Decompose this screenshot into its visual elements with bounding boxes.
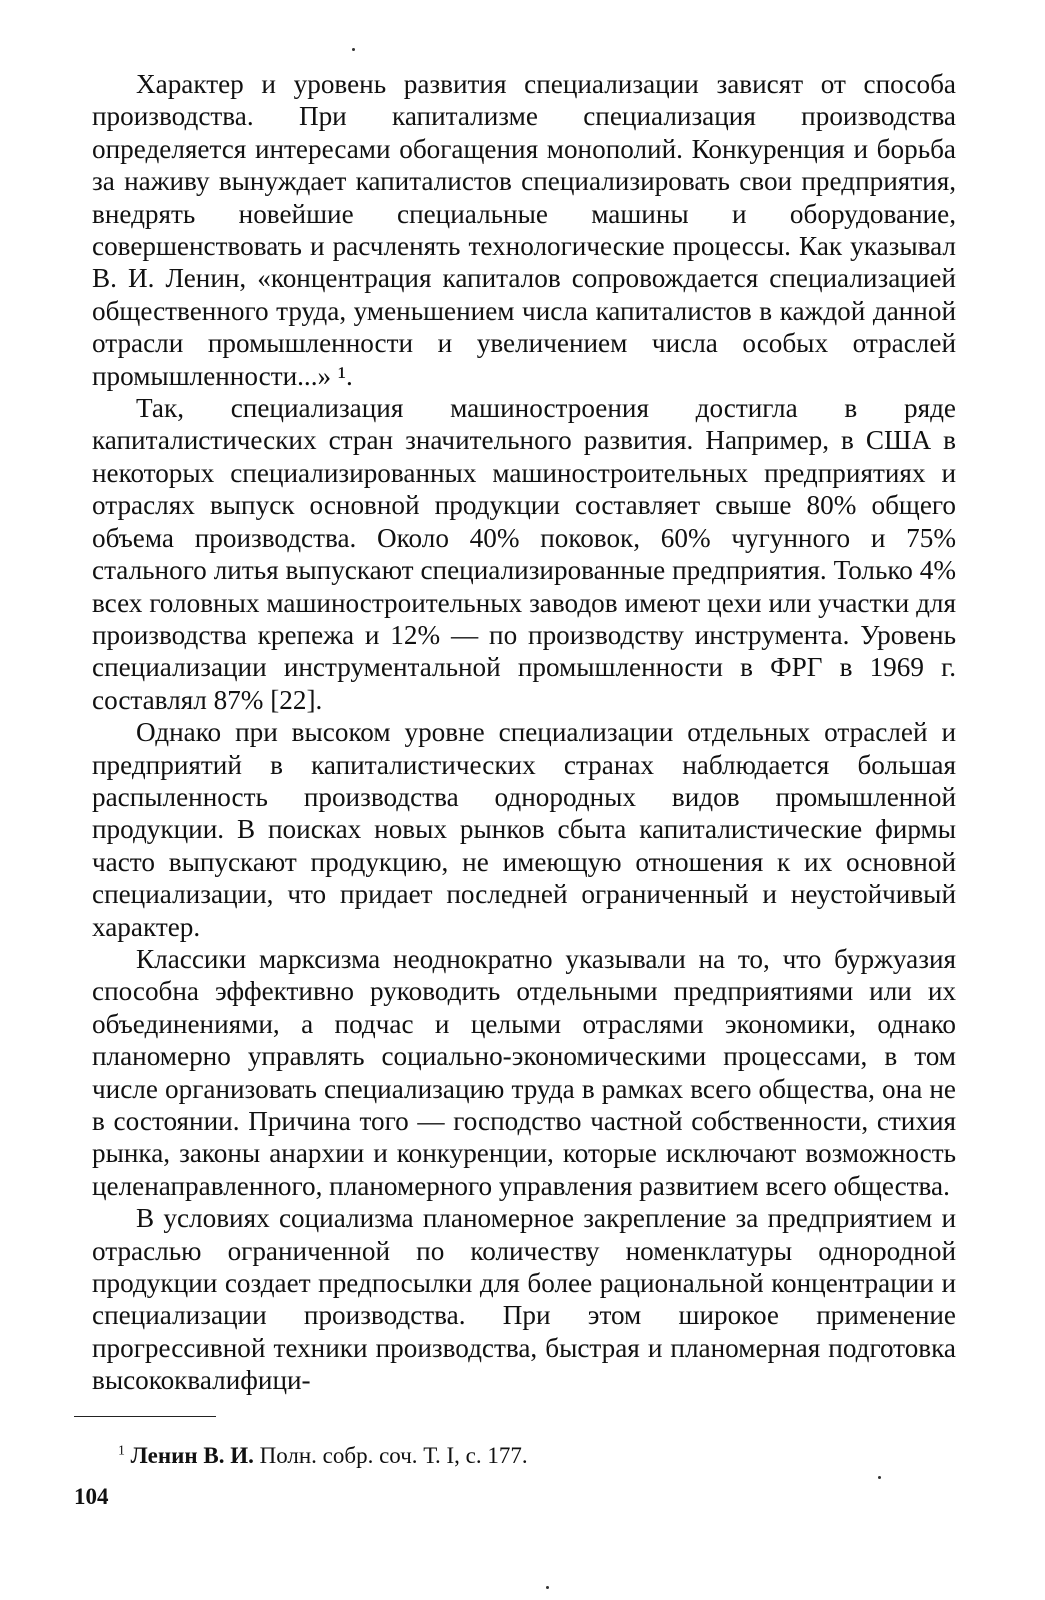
footnote-citation: Полн. собр. соч. Т. I, с. 177. — [259, 1443, 528, 1468]
paragraph-2: Так, специализация машиностроения достигла в ряде капиталистических стран значительного развития. Например, в США в некоторых специализированных машиностроительных предприятиях и отраслях выпуск основной продукции составляет свыше 80% общего объема производства. Около 40% поковок, 60% чугунного и 75% стального литья выпускают специализированные предприятия. Только 4% всех головных машиностроительных заводов имеют цехи или участки для производства крепежа и 12% — по производству инструмента. Уровень специализации инструментальной промышленности в ФРГ в 1969 г. составлял 87% [22]. — [92, 393, 956, 715]
footnote-divider — [74, 1416, 216, 1417]
footnote-marker: 1 — [118, 1442, 125, 1458]
paragraph-3: Однако при высоком уровне специализации отдельных отраслей и предприятий в капиталистических странах наблюдается большая распыленность производства однородных видов промышленной продукции. В поисках новых рынков сбыта капиталистические фирмы часто выпускают продукцию, не имеющую отношения к их основной специализации, что придает последней ограниченный и неустойчивый характер. — [92, 717, 956, 942]
page-body — [92, 68, 956, 1397]
footnote — [118, 1442, 528, 1470]
print-speck — [878, 1476, 881, 1479]
print-speck — [546, 1586, 549, 1589]
page-number: 104 — [74, 1484, 109, 1509]
paragraph-1: Характер и уровень развития специализации зависят от способа производства. При капитализме специализация производства определяется интересами обогащения монополий. Конкуренция и борьба за наживу вынуждает капиталистов специализировать свои предприятия, внедрять новейшие специальные машины и оборудование, совершенствовать и расчленять технологические процессы. Как указывал В. И. Ленин, «концентрация капиталов сопровождается специализацией общественного труда, уменьшением числа капиталистов в каждой данной отрасли промышленности и увеличением числа особых отраслей промышленности...» ¹. — [92, 69, 956, 391]
footnote-author: Ленин В. И. — [130, 1443, 254, 1468]
paragraph-4: Классики марксизма неоднократно указывали на то, что буржуазия способна эффективно руководить отдельными предприятиями или их объединениями, а подчас и целыми отраслями экономики, однако планомерно управлять социально-экономическими процессами, в том числе организовать специализацию труда в рамках всего общества, она не в состоянии. Причина того — господство частной собственности, стихия рынка, законы анархии и конкуренции, которые исключают возможность целенаправленного, планомерного управления развитием всего общества. — [92, 943, 956, 1201]
paragraph-5: В условиях социализма планомерное закрепление за предприятием и отраслью ограниченной по количеству номенклатуры однородной продукции создает предпосылки для более рациональной концентрации и специализации производства. При этом широкое применение прогрессивной техники производства, быстрая и планомерная подготовка высококвалифици- — [92, 1203, 956, 1396]
print-speck — [352, 48, 355, 51]
